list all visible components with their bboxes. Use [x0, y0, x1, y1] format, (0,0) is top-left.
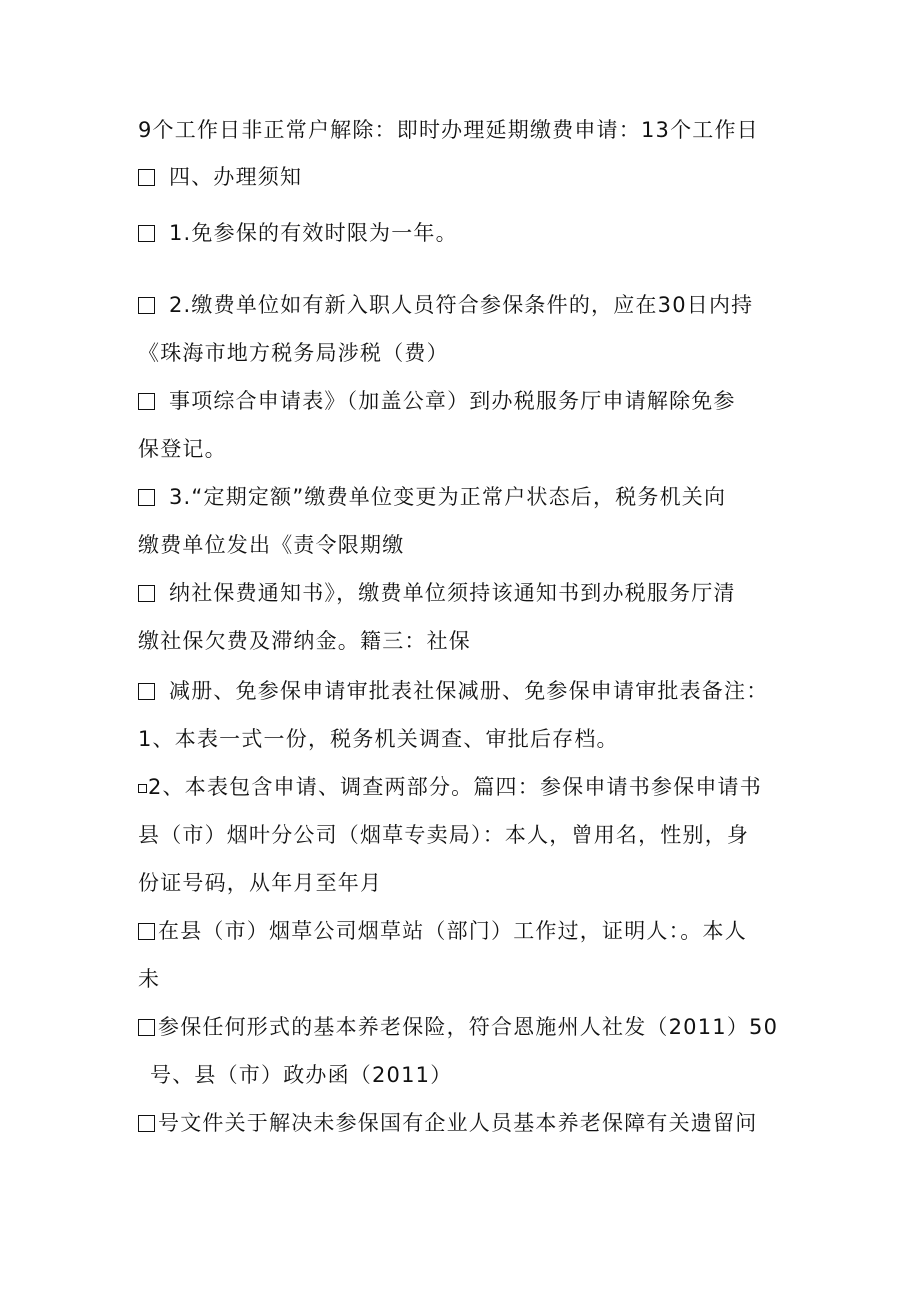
text-line [138, 820, 749, 850]
text-line [138, 772, 762, 802]
text-line [138, 386, 736, 416]
checkbox-icon [138, 784, 147, 793]
line-text: 号文件关于解决未参保国有企业人员基本养老保障有关遗留问 [158, 1111, 758, 1135]
line-text: 保登记。 [138, 437, 227, 461]
checkbox-icon [138, 297, 155, 314]
line-text: 1、本表一式一份，税务机关调查、审批后存档。 [138, 727, 619, 751]
line-text: 号、县（市）政办函（2011） [150, 1063, 453, 1087]
text-line [138, 115, 759, 145]
line-text: 《珠海市地方税务局涉税（费） [138, 341, 449, 365]
line-text: 在县（市）烟草公司烟草站（部门）工作过，证明人：。本人 [158, 919, 747, 943]
text-line [138, 530, 404, 560]
line-text: 参保任何形式的基本养老保险，符合恩施州人社发（2011）50 [158, 1015, 779, 1039]
section-heading: 四、办理须知 [169, 165, 303, 189]
text-line [138, 290, 753, 320]
text-line [138, 868, 382, 898]
checkbox-icon [138, 923, 155, 940]
line-text: 9个工作日非正常户解除：即时办理延期缴费申请：13个工作日 [138, 118, 759, 142]
text-line [138, 482, 726, 512]
line-text: 3.“定期定额”缴费单位变更为正常户状态后，税务机关向 [169, 485, 727, 509]
line-text: 未 [138, 967, 161, 991]
line-text: 减册、免参保申请审批表社保减册、免参保申请审批表备注： [169, 679, 769, 703]
text-line [138, 162, 302, 192]
line-text: 1.免参保的有效时限为一年。 [169, 221, 458, 245]
checkbox-icon [138, 489, 155, 506]
checkbox-icon [138, 1115, 155, 1132]
line-text: 2.缴费单位如有新入职人员符合参保条件的，应在30日内持 [169, 293, 754, 317]
text-line [138, 434, 227, 464]
text-line [138, 1108, 757, 1138]
text-line [138, 338, 449, 368]
line-text: 事项综合申请表》（加盖公章）到办税服务厅申请解除免参 [169, 389, 736, 413]
text-line [138, 964, 160, 994]
line-text: 缴费单位发出《责令限期缴 [138, 533, 405, 557]
checkbox-icon [138, 585, 155, 602]
line-text: 缴社保欠费及滞纳金。籍三：社保 [138, 629, 471, 653]
line-text: 2、本表包含申请、调查两部分。篇四：参保申请书参保申请书 [148, 775, 762, 799]
text-line [138, 724, 619, 754]
checkbox-icon [138, 1019, 155, 1036]
text-line [138, 218, 458, 248]
checkbox-icon [138, 225, 155, 242]
text-line [138, 1012, 778, 1042]
text-line [138, 578, 736, 608]
text-line [138, 626, 471, 656]
checkbox-icon [138, 169, 155, 186]
line-text: 份证号码，从年月至年月 [138, 871, 383, 895]
checkbox-icon [138, 683, 155, 700]
text-line [138, 916, 747, 946]
line-text: 纳社保费通知书》，缴费单位须持该通知书到办税服务厅清 [169, 581, 736, 605]
text-line [150, 1060, 452, 1090]
line-text: 县（市）烟叶分公司（烟草专卖局）：本人，曾用名，性别，身 [138, 823, 750, 847]
checkbox-icon [138, 393, 155, 410]
text-line [138, 676, 768, 706]
